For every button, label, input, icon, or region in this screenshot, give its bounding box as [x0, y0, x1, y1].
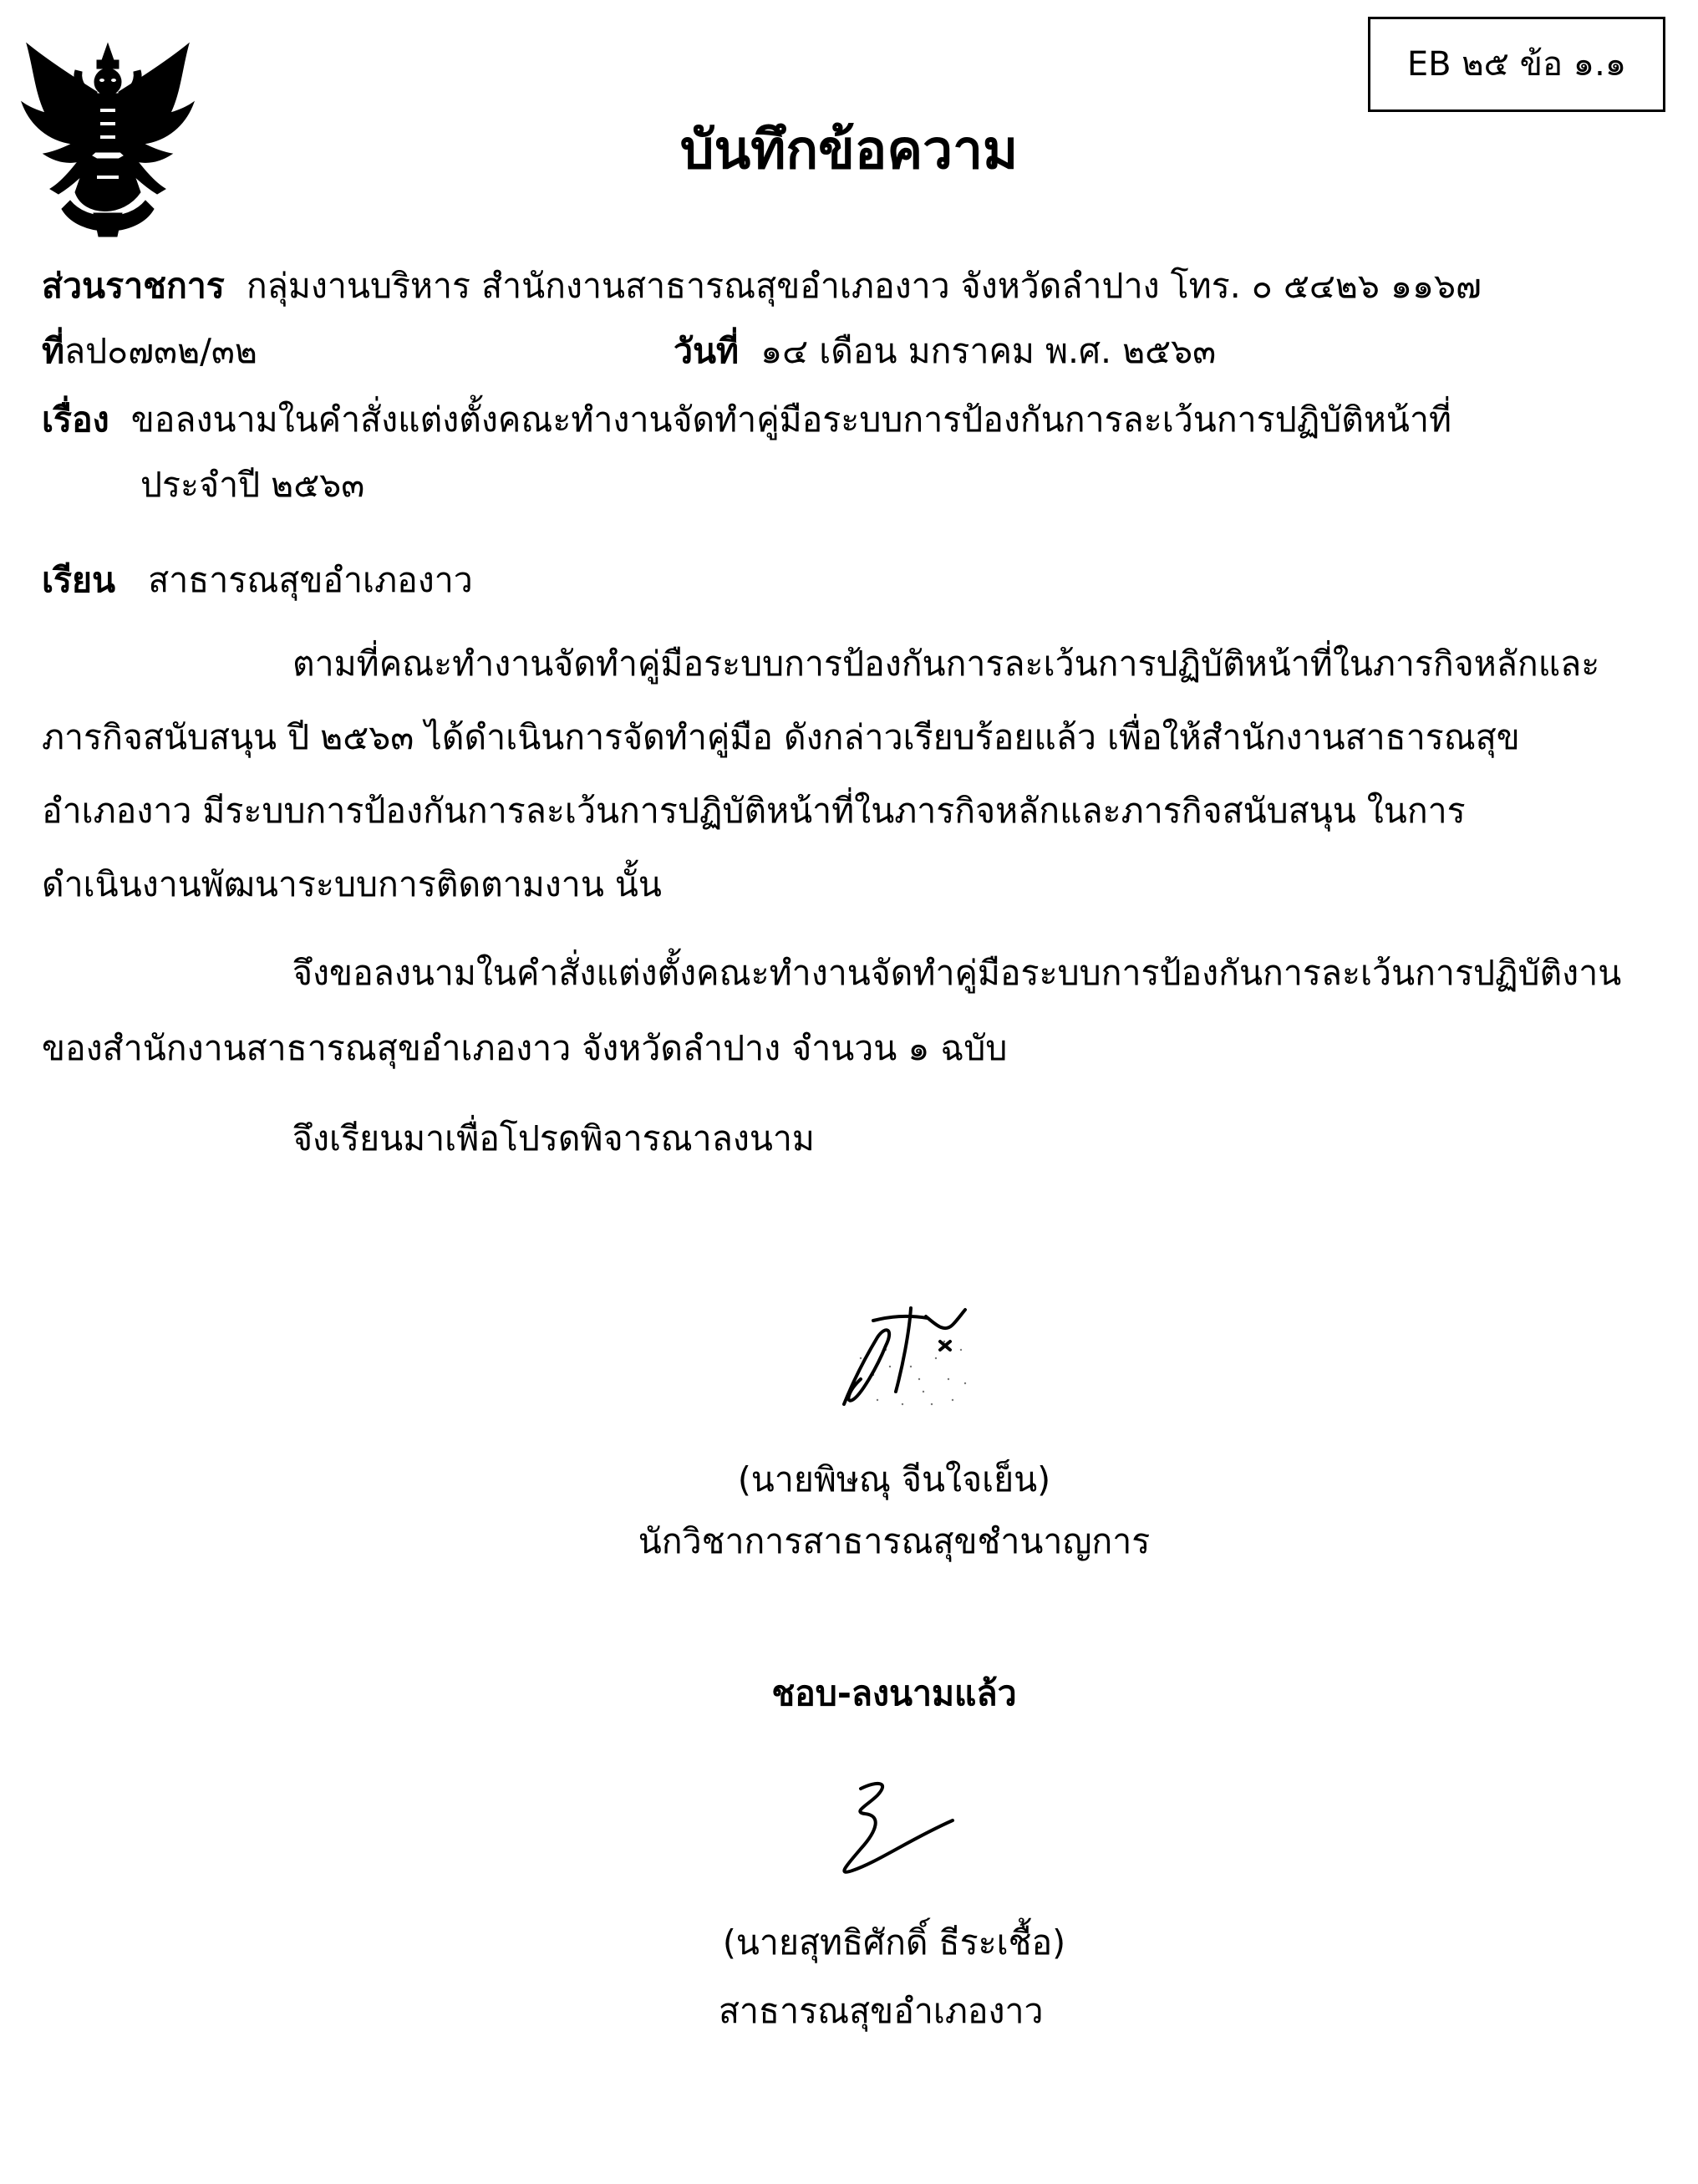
subject-value: ขอลงนามในคำสั่งแต่งตั้งคณะทำงานจัดทำคู่มือระบบการป้องกันการละเว้นการปฏิบัติหน้าที่ [130, 400, 1452, 440]
body-p3: จึงเรียนมาเพื่อโปรดพิจารณาลงนาม [292, 1118, 815, 1158]
subject-line [42, 400, 1451, 440]
to-label: เรียน [42, 560, 116, 600]
memo-title: บันทึกข้อความ [679, 120, 1019, 181]
signature-2 [819, 1772, 969, 1889]
body-p1-line3: อำเภองาว มีระบบการป้องกันการละเว้นการปฏิบัติหน้าที่ในภารกิจหลักและภารกิจสนับสนุน ในการ [42, 791, 1466, 831]
signer1-position: นักวิชาการสาธารณสุขชำนาญการ [638, 1521, 1151, 1561]
date-value: ๑๔ เดือน มกราคม พ.ศ. ๒๕๖๓ [760, 331, 1217, 371]
ref-value: ลป๐๗๓๒/๓๒ [64, 331, 257, 371]
to-line [42, 560, 473, 601]
signature-1 [827, 1300, 978, 1417]
body-p1-line2: ภารกิจสนับสนุน ปี ๒๕๖๓ ได้ดำเนินการจัดทำคู่มือ ดังกล่าวเรียบร้อยแล้ว เพื่อให้สำนักงานสาธารณสุข [42, 717, 1520, 757]
agency-line [42, 266, 1482, 307]
ref-label: ที่ [42, 331, 65, 371]
body-p2-line2: ของสำนักงานสาธารณสุขอำเภองาว จังหวัดลำปาง จำนวน ๑ ฉบับ [42, 1028, 1008, 1068]
body-p2-line1: จึงขอลงนามในคำสั่งแต่งตั้งคณะทำงานจัดทำคู่มือระบบการป้องกันการละเว้นการปฏิบัติงาน [292, 953, 1622, 993]
reference-code: EB ๒๕ ข้อ ๑.๑ [1406, 45, 1627, 84]
ref-line [42, 331, 257, 372]
agency-label: ส่วนราชการ [42, 266, 225, 306]
reference-box [1368, 17, 1665, 112]
agency-value: กลุ่มงานบริหาร สำนักงานสาธารณสุขอำเภองาว จังหวัดลำปาง โทร. ๐ ๕๔๒๖ ๑๑๖๗ [246, 266, 1482, 306]
approval-note: ชอบ-ลงนามแล้ว [771, 1673, 1017, 1713]
signer2-position: สาธารณสุขอำเภองาว [719, 1991, 1044, 2031]
date-line [674, 331, 1216, 372]
subject-continuation: ประจำปี ๒๕๖๓ [140, 465, 365, 505]
signer2-name: (นายสุทธิศักดิ์ ธีระเชื้อ) [722, 1922, 1066, 1963]
body-p1-line4: ดำเนินงานพัฒนาระบบการติดตามงาน นั้น [42, 864, 662, 904]
subject-label: เรื่อง [42, 400, 109, 440]
to-value: สาธารณสุขอำเภองาว [148, 560, 473, 600]
date-label: วันที่ [674, 331, 740, 371]
body-p1-line1: ตามที่คณะทำงานจัดทำคู่มือระบบการป้องกันการละเว้นการปฏิบัติหน้าที่ในภารกิจหลักและ [292, 644, 1600, 684]
signer1-name: (นายพิษณุ จีนใจเย็น) [737, 1459, 1051, 1499]
